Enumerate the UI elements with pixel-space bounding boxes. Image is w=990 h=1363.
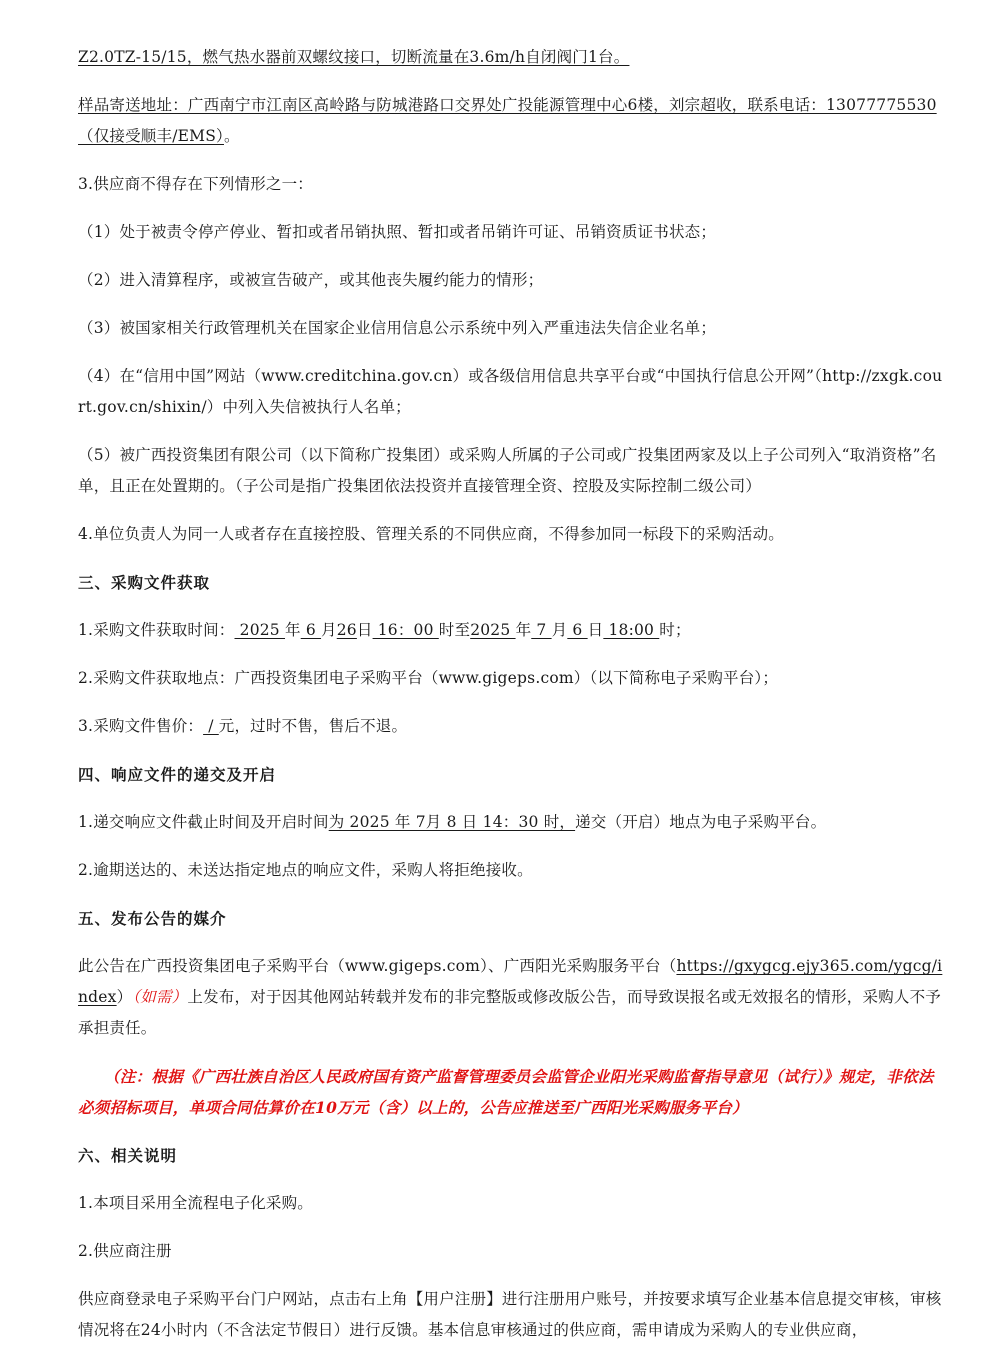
acq-month-suffix: 月 [321, 621, 337, 639]
acq-end-month: 7 [531, 621, 552, 639]
section-6-heading: 六、相关说明 [78, 1146, 178, 1165]
exclusion-item-4: （4）在“信用中国”网站（www.creditchina.gov.cn）或各级信用信息共享平台或“中国执行信息公开网”（http://zxgk.court.gov.cn/shixin/）中列入失信被执行人名单； [78, 367, 943, 416]
acq-year-suffix: 年 [285, 621, 301, 639]
red-note: （注：根据《广西壮族自治区人民政府国有资产监督管理委员会监管企业阳光采购监督指导意见（试行）》规定，非依法必须招标项目，单项合同估算价在10万元（含）以上的，公告应推送至广西阳光采购服务平台） [78, 1067, 934, 1117]
submission-deadline [78, 807, 944, 838]
acq-to: 时至 [438, 621, 471, 639]
acq-day-suffix: 日 [356, 621, 373, 639]
acq-end-suffix: 时； [659, 621, 691, 639]
price-label: 3.采购文件售价： [78, 717, 204, 735]
same-principal-rule: 4.单位负责人为同一人或者存在直接控股、管理关系的不同供应商，不得参加同一标段下的采购活动。 [78, 525, 784, 543]
supplier-registration-title: 2.供应商注册 [78, 1242, 172, 1260]
media-text-c: 上发布，对于因其他网站转载并发布的非完整版或修改版公告，而导致误报名或无效报名的情形，采购人不予承担责任。 [78, 988, 941, 1037]
sample-address [78, 90, 944, 152]
document-page [78, 42, 944, 1363]
media-optional-note: （如需） [132, 988, 188, 1006]
deadline-label: 1.递交响应文件截止时间及开启时间 [78, 813, 329, 831]
acq-start-month: 6 [300, 621, 322, 639]
section-4-heading: 四、响应文件的递交及开启 [78, 765, 277, 784]
exclusion-item-1: （1）处于被责令停产停业、暂扣或者吊销执照、暂扣或者吊销许可证、吊销资质证书状态； [78, 223, 717, 241]
deadline-suffix: 递交（开启）地点为电子采购平台。 [575, 813, 827, 831]
acq-year-suffix-2: 年 [515, 621, 532, 639]
sample-address-tail: 。 [223, 127, 240, 145]
acq-end-day: 6 [567, 621, 588, 639]
exclusion-item-3: （3）被国家相关行政管理机关在国家企业信用信息公示系统中列入严重违法失信企业名单； [78, 319, 717, 337]
ygcg-link[interactable]: https://gxygcg.ejy365.com/ygcg/index [78, 957, 943, 1006]
deadline-value: 为 2025 年 7月 8 日 14：30 时， [328, 813, 576, 831]
section-3-heading: 三、采购文件获取 [78, 573, 211, 592]
exclusion-item-2: （2）进入清算程序，或被宣告破产，或其他丧失履约能力的情形； [78, 271, 544, 289]
acq-time-label: 1.采购文件获取时间： [78, 621, 235, 639]
price-suffix: 元，过时不售，售后不退。 [218, 717, 408, 735]
document-acquisition-time [78, 615, 944, 646]
price-value: / [203, 717, 219, 735]
acq-start-year: 2025 [234, 621, 286, 639]
document-acquisition-place: 2.采购文件获取地点：广西投资集团电子采购平台（www.gigeps.com）（以下简称电子采购平台）； [78, 669, 779, 687]
section-5-heading: 五、发布公告的媒介 [78, 909, 227, 928]
electronic-procurement-note: 1.本项目采用全流程电子化采购。 [78, 1194, 313, 1212]
document-price [78, 711, 944, 742]
sample-address-text: 样品寄送地址：广西南宁市江南区高岭路与防城港路口交界处广投能源管理中心6楼，刘宗超收，联系电话：13077775530（仅接受顺丰/EMS） [78, 96, 937, 145]
late-submission-rule: 2.逾期送达的、未送达指定地点的响应文件，采购人将拒绝接收。 [78, 861, 533, 879]
supplier-registration-text: 供应商登录电子采购平台门户网站，点击右上角【用户注册】进行注册用户账号，并按要求填写企业基本信息提交审核，审核情况将在24小时内（不含法定节假日）进行反馈。基本信息审核通过的供应商，需申请成为采购人的专业供应商， [78, 1290, 942, 1339]
media-text-a: 此公告在广西投资集团电子采购平台（www.gigeps.com）、广西阳光采购服务平台（ [78, 957, 677, 975]
product-spec-line [78, 42, 944, 73]
acq-start-day: 26 [336, 621, 357, 639]
acq-month-suffix-2: 月 [551, 621, 568, 639]
acq-day-suffix-2: 日 [587, 621, 604, 639]
acq-start-hour: 16：00 [372, 621, 439, 639]
acq-end-hour: 18:00 [603, 621, 660, 639]
supplier-exclusion-title: 3.供应商不得存在下列情形之一： [78, 175, 313, 193]
acq-end-year: 2025 [470, 621, 516, 639]
publication-media [78, 951, 944, 1044]
exclusion-item-5: （5）被广西投资集团有限公司（以下简称广投集团）或采购人所属的子公司或广投集团两家及以上子公司列入“取消资格”名单，且正在处置期的。（子公司是指广投集团依法投资并直接管理全资、控股及实际控制二级公司） [78, 446, 937, 495]
product-spec-text: Z2.0TZ-15/15，燃气热水器前双螺纹接口，切断流量在3.6m/h自闭阀门1台。 [78, 48, 630, 66]
media-text-b: ） [116, 988, 133, 1006]
